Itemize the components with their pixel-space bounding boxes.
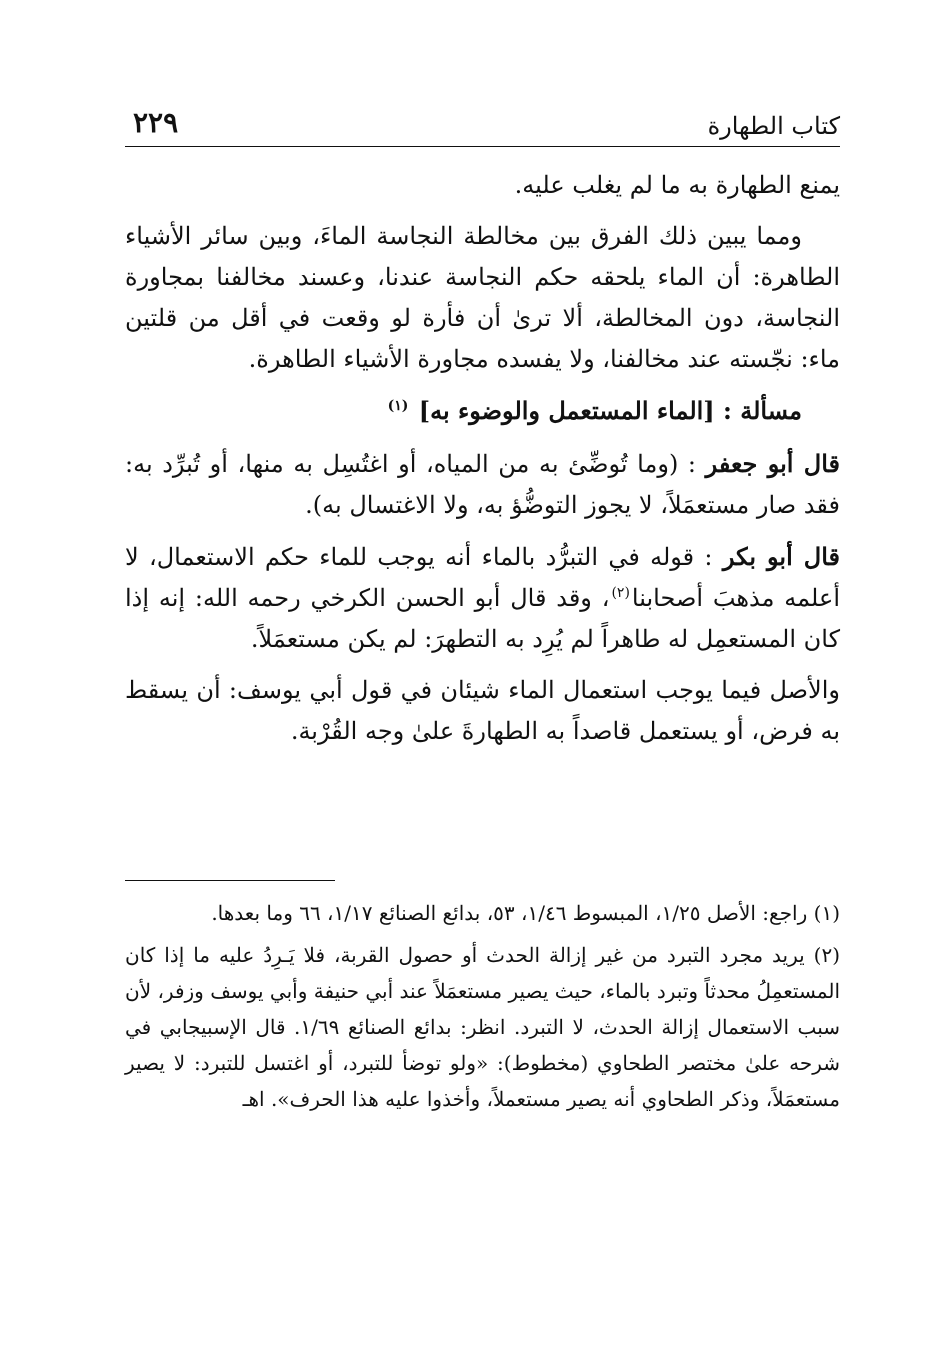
footnote-1: (١) راجع: الأصل ١/٢٥، المبسوط ١/٤٦، ٥٣، بدائع الصنائع ١/١٧، ٦٦ وما بعدها. — [211, 901, 840, 925]
running-header — [125, 100, 840, 147]
footnotes — [125, 895, 840, 1123]
paragraph-abu-jafar — [125, 443, 840, 526]
abu-jafar-text: : (وما تُوضِّئ به من المياه، أو اغتُسِل به منها، أو تُبرِّد به: فقد صار مستعمَلاً، لا يجوز التوضُّؤ به، ولا الاغتسال به). — [125, 450, 840, 519]
abu-bakr-text-a: : قوله في التبرُّد بالماء أنه يوجب للماء حكم الاستعمال، لا أعلمه مذهبَ أصحابنا — [125, 543, 840, 612]
footnote-2: (٢) يريد مجرد التبرد من غير إزالة الحدث أو حصول القربة، فلا يَـرِدُ عليه ما إذا كان المستعمِلُ محدثاً وتبرد بالماء، حيث يصير مستعمَلاً عند أبي حنيفة وأبي يوسف وزفر، لأن سبب الاستعمال إزالة الحدث، لا التبرد. انظر: بدائع الصنائع ١/٦٩. قال الإسبيجابي في شرحه علىٰ مختصر الطحاوي (مخطوط): «ولو توضأ للتبرد، أو اغتسل للتبرد: لا يصير مستعمَلاً، وذكر الطحاوي أنه يصير مستعملاً، وأخذوا عليه هذا الحرف». اهـ — [125, 943, 840, 1111]
footnote-ref-1: (١) — [387, 398, 409, 414]
paragraph-abu-bakr — [125, 536, 840, 660]
masala-title: مسألة : [الماء المستعمل والوضوء به] — [418, 396, 802, 425]
book-page — [125, 100, 840, 762]
masala-heading — [125, 390, 840, 431]
main-text — [125, 165, 840, 752]
chapter-title: كتاب الطهارة — [707, 112, 840, 140]
paragraph-2: ومما يبين ذلك الفرق بين مخالطة النجاسة الماءَ، وبين سائر الأشياء الطاهرة: أن الماء يلحقه حكم النجاسة عندنا، وعسند مخالفنا بمجاورة النجاسة، دون المخالطة، ألا ترىٰ أن فأرة لو وقعت في أقل من قلتين ماء: نجّسته عند مخالفنا، ولا يفسده مجاورة الأشياء الطاهرة. — [125, 222, 840, 373]
paragraph-1: يمنع الطهارة به ما لم يغلب عليه. — [514, 171, 840, 199]
speaker-abu-bakr: قال أبو بكر — [722, 542, 841, 571]
abu-bakr-text-b: ، وقد قال أبو الحسن الكرخي رحمه الله: إنه إذا كان المستعمِل له طاهراً لم يُرِد به التطهرَ: لم يكن مستعمَلاً. — [125, 584, 840, 653]
footnote-ref-2: (٢) — [611, 585, 630, 601]
speaker-abu-jafar: قال أبو جعفر — [705, 449, 840, 478]
page-number: ٢٢٩ — [133, 106, 179, 139]
paragraph-principle: والأصل فيما يوجب استعمال الماء شيئان في قول أبي يوسف: أن يسقط به فرض، أو يستعمل قاصداً به الطهارةَ علىٰ وجه القُرْبة. — [125, 676, 840, 745]
footnote-separator — [125, 880, 335, 881]
